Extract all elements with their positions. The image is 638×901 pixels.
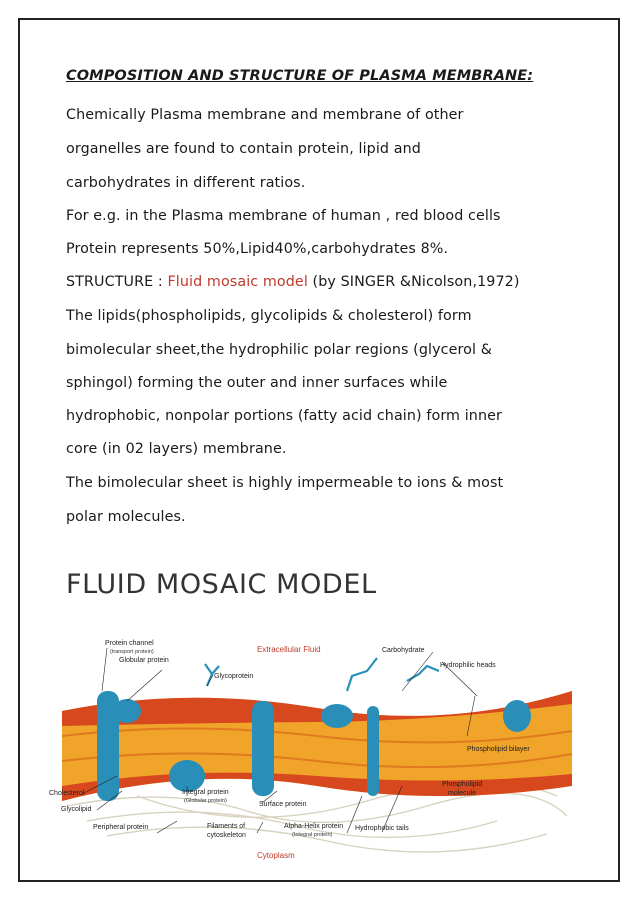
label-extracellular: Extracellular Fluid (257, 645, 321, 654)
paragraph-line: Chemically Plasma membrane and membrane of other (66, 107, 464, 123)
label-filaments: Filaments of (207, 823, 246, 830)
label-carbohydrate: Carbohydrate (382, 647, 425, 654)
label-transport-protein: (transport protein) (110, 649, 154, 655)
label-phospholipid: Phospholipid (442, 781, 483, 788)
surface-protein-right (503, 700, 531, 732)
paragraph-line: sphingol) forming the outer and inner surfaces while (66, 375, 448, 391)
label-integral-globular: (Globular protein) (184, 798, 227, 804)
structure-suffix: (by SINGER &Nicolson,1972) (307, 274, 520, 290)
channel-protein (252, 701, 274, 796)
label-cytoskeleton: cytoskeleton (207, 832, 246, 839)
label-alpha-helix: Alpha-Helix protein (284, 823, 344, 830)
structure-line (66, 274, 520, 290)
label-alpha-integral: (Integral protein) (292, 832, 333, 838)
paragraph-line: hydrophobic, nonpolar portions (fatty acid chain) form inner (66, 408, 503, 424)
label-protein-channel: Protein channel (105, 640, 154, 647)
globular-protein (113, 699, 141, 723)
paragraph-line: For e.g. in the Plasma membrane of human , red blood cells (66, 208, 501, 224)
paragraph-line: core (in 02 layers) membrane. (66, 441, 287, 457)
paragraph-line: Protein represents 50%,Lipid40%,carbohydrates 8%. (66, 241, 449, 257)
label-hydrophobic-tails: Hydrophobic tails (355, 825, 409, 832)
label-hydrophilic-heads: Hydrophilic heads (440, 662, 496, 669)
fluid-mosaic-highlight: Fluid mosaic model (167, 274, 308, 290)
label-glycoprotein: Glycoprotein (214, 673, 254, 680)
label-globular-protein: Globular protein (119, 657, 169, 664)
document-heading: COMPOSITION AND STRUCTURE OF PLASMA MEMBRANE: (66, 68, 534, 84)
label-peripheral-protein: Peripheral protein (93, 824, 149, 831)
label-phospholipid-bilayer: Phospholipid bilayer (467, 746, 530, 753)
label-glycolipid: Glycolipid (61, 806, 92, 813)
surface-protein (321, 704, 353, 728)
paragraph-line: The bimolecular sheet is highly impermeable to ions & most (66, 475, 504, 491)
label-cytoplasm: Cytoplasm (257, 851, 295, 860)
label-integral-protein: Integral protein (182, 789, 229, 796)
label-cholesterol: Cholesterol (49, 790, 85, 797)
alpha-helix-protein (367, 706, 379, 796)
paragraph-line: polar molecules. (66, 509, 186, 525)
paragraph-line: organelles are found to contain protein, lipid and (66, 141, 421, 157)
fluid-mosaic-diagram (47, 636, 595, 866)
section-title: FLUID MOSAIC MODEL (66, 569, 377, 600)
label-surface-protein: Surface protein (259, 801, 307, 808)
paragraph-line: bimolecular sheet,the hydrophilic polar regions (glycerol & (66, 342, 492, 358)
structure-prefix: STRUCTURE : (66, 274, 168, 290)
label-molecule: molecule (448, 790, 477, 797)
paragraph-line: The lipids(phospholipids, glycolipids & cholesterol) form (66, 308, 472, 324)
paragraph-line: carbohydrates in different ratios. (66, 175, 306, 191)
